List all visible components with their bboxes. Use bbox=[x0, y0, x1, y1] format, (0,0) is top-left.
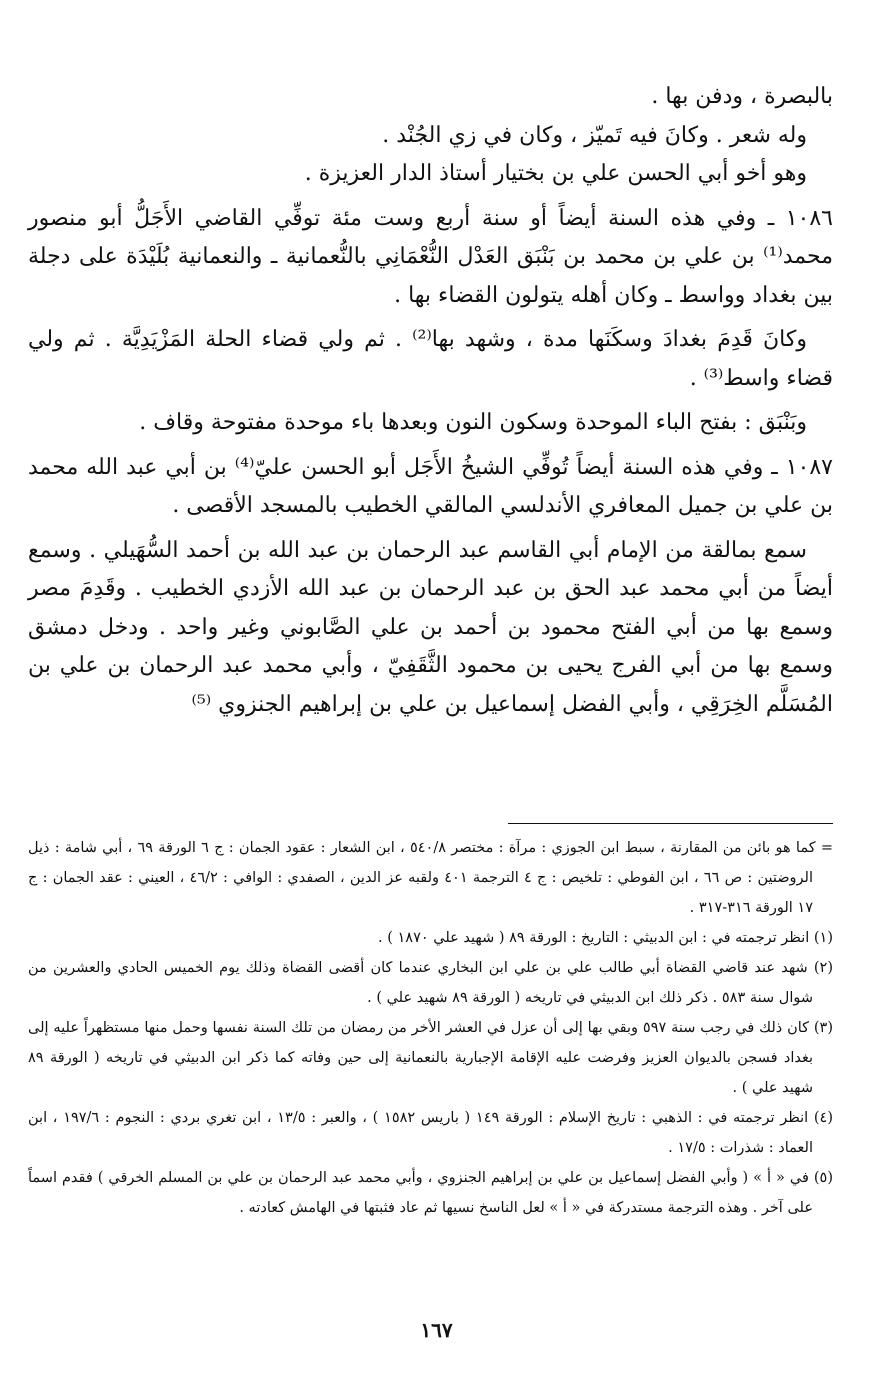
footnote-continuation: = كما هو بائن من المقارنة ، سبط ابن الجوزي : مرآة : مختصر ٥٤٠/٨ ، ابن الشعار : عقود الجمان : ج ٦ الورقة ٦٩ ، أبي شامة : ذيل الروضتين : ص ٦٦ ، ابن الفوطي : تلخيص : ج ٤ الترجمة ٤٠١ ولقبه عز الدين ، الصفدي : الوافي : ٤٦/٢ ، العيني : عقد الجمان : ج ١٧ الورقة ٣١٦-٣١٧ . bbox=[28, 840, 833, 916]
footnotes bbox=[28, 833, 833, 1223]
footnote-divider bbox=[508, 823, 833, 824]
footnote-5: (٥) في « أ » ( وأبي الفضل إسماعيل بن علي بن إبراهيم الجنزوي ، وأبي محمد عبد الرحمان بن علي بن المسلم الخرقي ) فقدم اسماً على آخر . وهذه الترجمة مستدركة في « أ » لعل الناسخ نسيها ثم عاد فثبتها في الهامش كعادته . bbox=[28, 1170, 833, 1216]
footnote-1: (١) انظر ترجمته في : ابن الدبيثي : التاريخ : الورقة ٨٩ ( شهيد علي ١٨٧٠ ) . bbox=[378, 930, 833, 946]
footnote-2: (٢) شهد عند قاضي القضاة أبي طالب علي بن علي ابن البخاري عندما كان أقضى القضاة وذلك يوم الخميس الحادي والعشرين من شوال سنة ٥٨٣ . ذكر ذلك ابن الدبيثي في تاريخه ( الورقة ٨٩ شهيد علي ) . bbox=[28, 960, 833, 1006]
paragraph-brother: وهو أخو أبي الحسن علي بن بختيار أستاذ الدار العزيزة . bbox=[304, 161, 807, 186]
paragraph-basra-burial: بالبصرة ، ودفن بها . bbox=[651, 84, 833, 109]
paragraph-poetry: وله شعر . وكانَ فيه تَميّز ، وكان في زي الجُنْد . bbox=[382, 122, 807, 148]
footnote-4: (٤) انظر ترجمته في : الذهبي : تاريخ الإسلام : الورقة ١٤٩ ( باريس ١٥٨٢ ) ، والعبر : ١٣/٥ ، ابن تغري بردي : النجوم : ١٩٧/٦ ، ابن العماد : شذرات : ١٧/٥ . bbox=[28, 1110, 833, 1156]
paragraph-hearing-teachers: سمع بمالقة من الإمام أبي القاسم عبد الرحمان بن عبد الله بن أحمد السُّهَيلي . وسمع أيضاً من أبي محمد عبد الحق بن عبد الرحمان بن عبد الله الأزدي الخطيب . وقَدِمَ مصر وسمع بها من أبي الفتح محمود بن أحمد بن علي الصَّابوني وغير واحد . ودخل دمشق وسمع بها من أبي الفرج يحيى بن محمود الثَّقَفِيّ ، وأبي محمد عبد الرحمان بن علي بن المُسَلَّم الخِرَقِي ، وأبي الفضل إسماعيل بن علي بن إبراهيم الجنزوي ⁽⁵⁾ bbox=[28, 537, 833, 717]
entry-1086: ١٠٨٦ ـ وفي هذه السنة أيضاً أو سنة أربع وست مئة توفِّي القاضي الأَجَلُّ أبو منصور محمد⁽¹⁾ بن علي بن محمد بن بَنْبَق العَدْل النُّعْمَانِي بالنُّعمانية ـ والنعمانية بُلَيْدَة على دجلة بين بغداد وواسط ـ وكان أهله يتولون القضاء بها . bbox=[28, 205, 833, 308]
main-text bbox=[28, 78, 833, 724]
paragraph-baghdad-judgeship: وكانَ قَدِمَ بغدادَ وسكَنَها مدة ، وشهد بها⁽²⁾ . ثم ولي قضاء الحلة المَزْيَدِيَّة . ثم ولي قضاء واسط⁽³⁾ . bbox=[28, 327, 833, 391]
entry-1087: ١٠٨٧ ـ وفي هذه السنة أيضاً تُوفِّي الشيخُ الأَجَل أبو الحسن عليّ⁽⁴⁾ بن أبي عبد الله محمد بن علي بن جميل المعافري الأندلسي المالقي الخطيب بالمسجد الأقصى . bbox=[28, 454, 833, 518]
paragraph-banbaq-spelling: وبَنْبَق : بفتح الباء الموحدة وسكون النون وبعدها باء موحدة مفتوحة وقاف . bbox=[139, 410, 807, 435]
footnote-3: (٣) كان ذلك في رجب سنة ٥٩٧ وبقي بها إلى أن عزل في العشر الأخر من رمضان من تلك السنة نفسها وحمل منها مستظهراً عليه إلى بغداد فسجن بالديوان العزيز وفرضت عليه الإقامة الإجبارية بالنعمانية إلى حين وفاته كما ذكر ابن الدبيثي في تاريخه ( الورقة ٨٩ شهيد علي ) . bbox=[28, 1020, 833, 1096]
page-number: ١٦٧ bbox=[420, 1318, 453, 1342]
